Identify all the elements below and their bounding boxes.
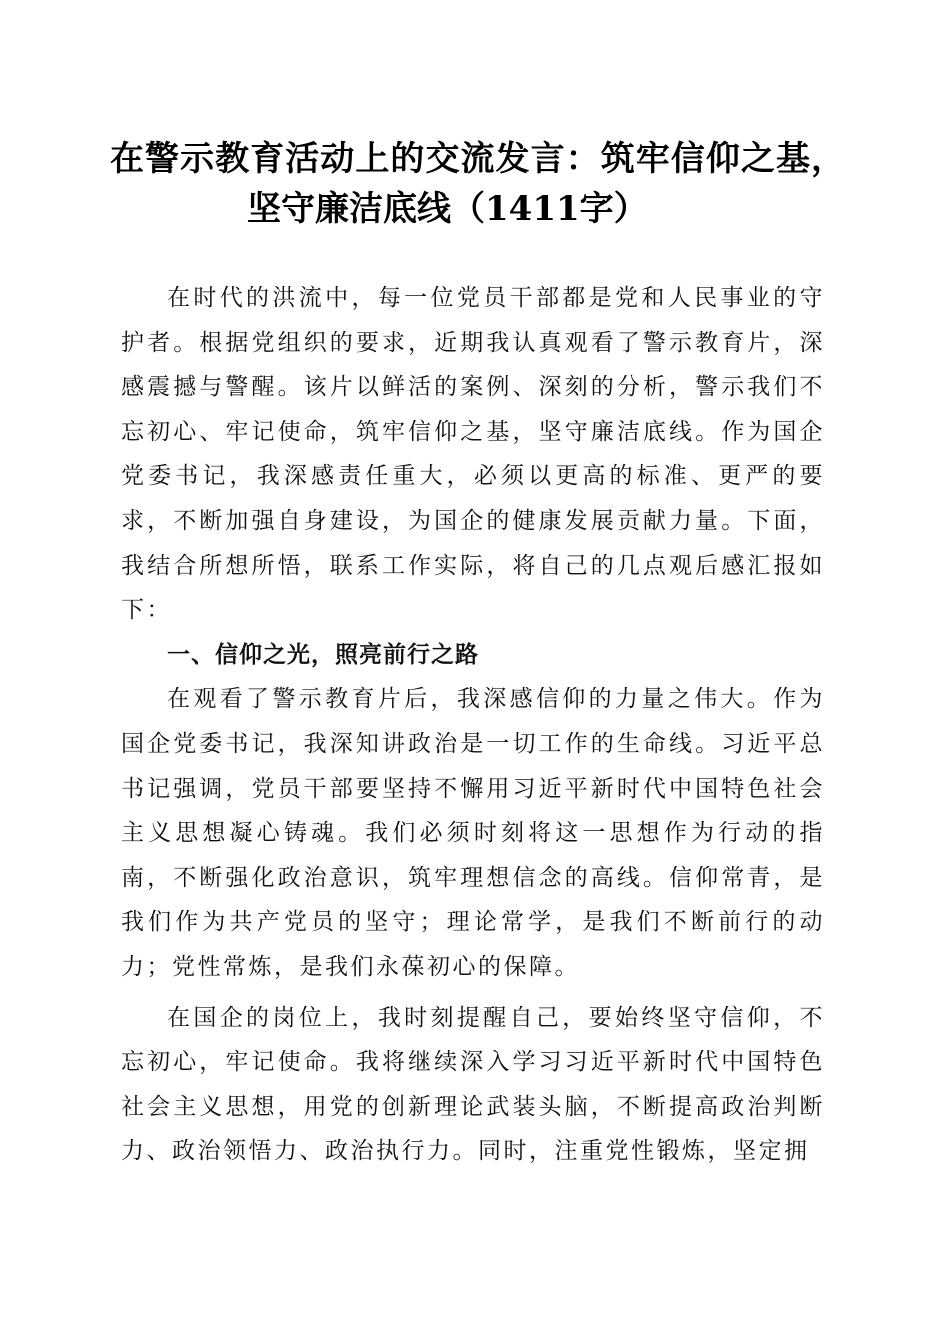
document-title	[110, 134, 850, 234]
paragraph-section1-b: 在国企的岗位上，我时刻提醒自己，要始终坚守信仰，不忘初心，牢记使命。我将继续深入学习习近平新时代中国特色社会主义思想，用党的创新理论武装头脑，不断提高政治判断力、政治领悟力、政治执行力。同时，注重党性锻炼，坚定拥	[121, 1004, 825, 1165]
document-body	[121, 276, 825, 1174]
paragraph-section1-a: 在观看了警示教育片后，我深感信仰的力量之伟大。作为国企党委书记，我深知讲政治是一切工作的生命线。习近平总书记强调，党员干部要坚持不懈用习近平新时代中国特色社会主义思想凝心铸魂。我们必须时刻将这一思想作为行动的指南，不断强化政治意识，筑牢理想信念的高线。信仰常青，是我们作为共产党员的坚守；理论常学，是我们不断前行的动力；党性常炼，是我们永葆初心的保障。	[121, 686, 825, 980]
section-heading: 一、信仰之光，照亮前行之路	[167, 641, 479, 668]
paragraph-intro: 在时代的洪流中，每一位党员干部都是党和人民事业的守护者。根据党组织的要求，近期我认真观看了警示教育片，深感震撼与警醒。该片以鲜活的案例、深刻的分析，警示我们不忘初心、牢记使命，筑牢信仰之基，坚守廉洁底线。作为国企党委书记，我深感责任重大，必须以更高的标准、更严的要求，不断加强自身建设，为国企的健康发展贡献力量。下面，我结合所想所悟，联系工作实际，将自己的几点观后感汇报如下：	[121, 285, 825, 624]
title-line-1: 在警示教育活动上的交流发言：筑牢信仰之基，	[110, 139, 845, 179]
title-line-2: 坚守廉洁底线（1411字）	[247, 189, 648, 229]
